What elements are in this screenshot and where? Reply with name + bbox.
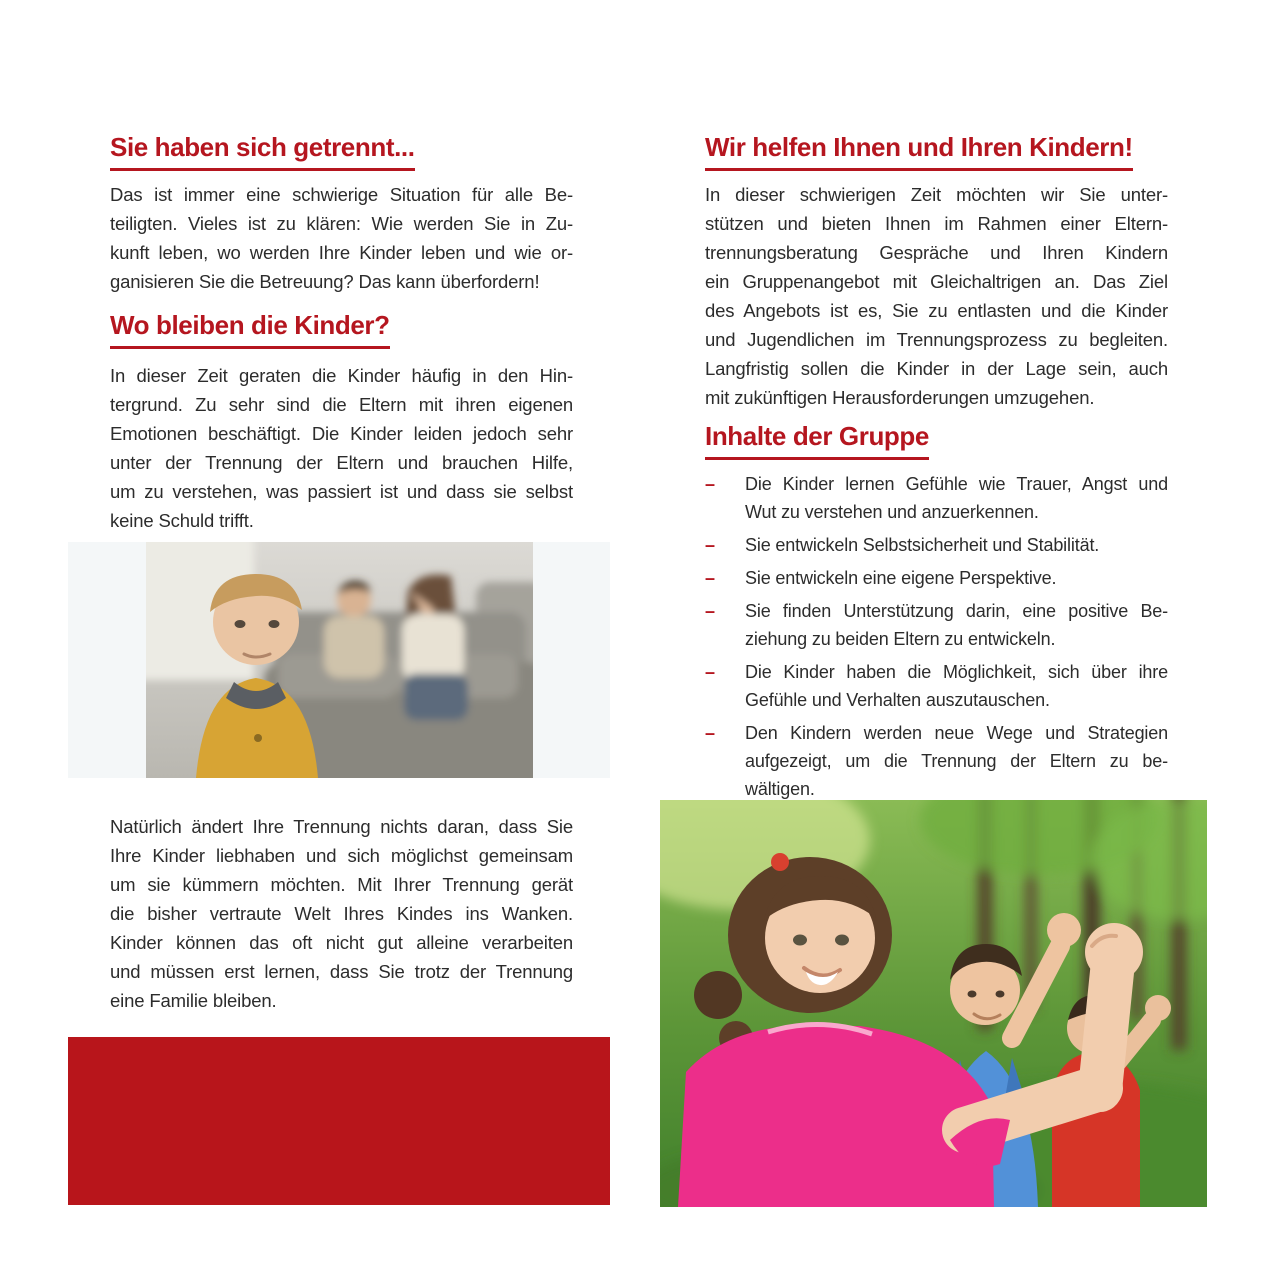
left-paragraph-3: Natürlich ändert Ihre Trennung nichts daran, dass Sie Ihre Kinder liebhaben und sich möglichst gemeinsam um sie kümmern möchten. Mit Ihrer Trennung gerät die bisher vertraute Welt Ihres Kindes ins Wanken. Kinder können das oft nicht gut alleine verarbeiten und müssen erst lernen, dass Sie trotz der Trennung eine Familie bleiben. bbox=[110, 816, 573, 1011]
heading-inhalte-der-gruppe: Inhalte der Gruppe bbox=[705, 423, 929, 460]
heading-getrennt: Sie haben sich getrennt... bbox=[110, 134, 415, 171]
photo-sad-boy-illustration bbox=[146, 542, 533, 778]
left-paragraph-1: Das ist immer eine schwierige Situation für alle Be- teiligten. Vieles ist zu klären: Wie werden Sie in Zu- kunft leben, wo werden Ihre Kinder leben und wie or- ganisieren Sie die Betreuung? Das kann überfordern! bbox=[110, 184, 573, 292]
dash-bullet-icon: – bbox=[705, 662, 715, 682]
list-item-text: Die Kinder lernen Gefühle wie Trauer, Angst und Wut zu verstehen und anzuerkennen. bbox=[745, 474, 1168, 522]
list-item-text: Die Kinder haben die Möglichkeit, sich über ihre Gefühle und Verhalten auszutauschen. bbox=[745, 662, 1168, 710]
list-item bbox=[705, 470, 1168, 526]
right-heading-2 bbox=[705, 423, 1168, 460]
heading-wir-helfen: Wir helfen Ihnen und Ihren Kindern! bbox=[705, 134, 1133, 171]
list-item bbox=[705, 719, 1168, 803]
dash-bullet-icon: – bbox=[705, 535, 715, 555]
red-color-block bbox=[68, 1037, 610, 1205]
list-item bbox=[705, 658, 1168, 714]
right-heading-1 bbox=[705, 134, 1168, 171]
photo-kids-flexing-outdoors bbox=[660, 800, 1207, 1207]
group-content-list bbox=[705, 470, 1168, 808]
list-item bbox=[705, 564, 1168, 592]
left-heading-1 bbox=[110, 134, 573, 171]
photo-kids-flexing-illustration bbox=[660, 800, 1207, 1207]
dash-bullet-icon: – bbox=[705, 601, 715, 621]
right-paragraph-1: In dieser schwierigen Zeit möchten wir Sie unter- stützen und bieten Ihnen im Rahmen einer Eltern- trennungsberatung Gespräche und Ihren Kindern ein Gruppenangebot mit Gleichaltrigen an. Das Ziel des Angebots ist es, Sie zu entlasten und die Kinder und Jugendlichen im Trennungsprozess zu begleiten. Langfristig sollen die Kinder in der Lage sein, auch mit zukünftigen Herausforderungen umzugehen. bbox=[705, 184, 1168, 408]
list-item-text: Sie entwickeln Selbstsicherheit und Stabilität. bbox=[745, 535, 1100, 555]
dash-bullet-icon: – bbox=[705, 723, 715, 743]
left-paragraph-2: In dieser Zeit geraten die Kinder häufig in den Hin- tergrund. Zu sehr sind die Eltern mit ihren eigenen Emotionen beschäftigt. Die Kinder leiden jedoch sehr unter der Trennung der Eltern und brauchen Hilfe, um zu verstehen, was passiert ist und dass sie selbst keine Schuld trifft. bbox=[110, 365, 573, 531]
heading-wo-bleiben-die-kinder: Wo bleiben die Kinder? bbox=[110, 312, 390, 349]
list-item-text: Sie finden Unterstützung darin, eine positive Be- ziehung zu beiden Eltern zu entwickeln. bbox=[745, 601, 1168, 649]
list-item-text: Sie entwickeln eine eigene Perspektive. bbox=[745, 568, 1057, 588]
dash-bullet-icon: – bbox=[705, 474, 715, 494]
photo-sad-boy-with-parents bbox=[68, 542, 610, 778]
list-item bbox=[705, 531, 1168, 559]
dash-bullet-icon: – bbox=[705, 568, 715, 588]
left-heading-2 bbox=[110, 312, 573, 349]
list-item-text: Den Kindern werden neue Wege und Strategien aufgezeigt, um die Trennung der Eltern zu be- wältigen. bbox=[745, 723, 1168, 799]
list-item bbox=[705, 597, 1168, 653]
